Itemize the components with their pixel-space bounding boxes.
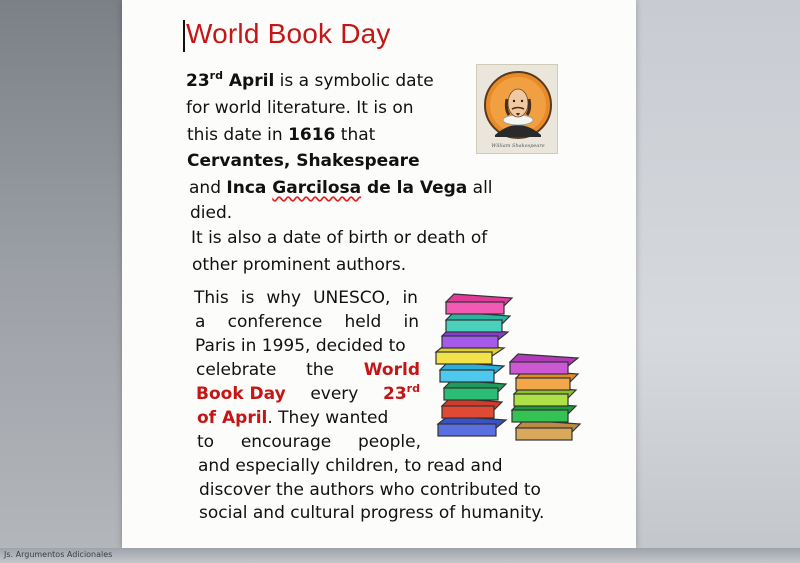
para1-line3: this date in 1616 that <box>187 125 376 145</box>
para1-line6: died. <box>190 203 233 223</box>
page-title: World Book Day <box>186 18 391 49</box>
para1-line5: and Inca Garcilosa de la Vega all <box>189 178 493 198</box>
para3-line6: of April. They wanted <box>197 408 389 428</box>
portrait-caption: William Shakespeare <box>491 143 545 149</box>
para3-line5: Book Day every 23rd <box>196 382 420 404</box>
para3-line10: social and cultural progress of humanity. <box>199 503 545 523</box>
para2-line1: It is also a date of birth or death of <box>191 228 488 248</box>
para2-line2: other prominent authors. <box>192 255 407 275</box>
book-stacks-icon[interactable] <box>432 290 582 450</box>
para3-line1: This is why UNESCO, in <box>194 288 418 308</box>
para3-line3: Paris in 1995, decided to <box>195 336 406 356</box>
para3-line9: discover the authors who contributed to <box>199 480 541 500</box>
para3-line8: and especially children, to read and <box>198 456 503 476</box>
para3-line2: a conference held in <box>195 312 419 332</box>
shakespeare-portrait-icon[interactable] <box>476 64 558 154</box>
portrait-drawing <box>477 65 559 145</box>
status-text: Js. Argumentos Adicionales <box>4 550 113 559</box>
status-bar <box>0 548 800 563</box>
para1-line2: for world literature. It is on <box>186 98 414 118</box>
para1-line4: Cervantes, Shakespeare <box>187 151 420 171</box>
text-cursor <box>183 20 185 52</box>
para1-line1: 23rd April is a symbolic date <box>186 69 434 91</box>
para3-line7: to encourage people, <box>197 432 421 452</box>
para3-line4: celebrate the World <box>196 360 420 380</box>
background-right <box>636 0 800 563</box>
background-left <box>0 0 122 563</box>
